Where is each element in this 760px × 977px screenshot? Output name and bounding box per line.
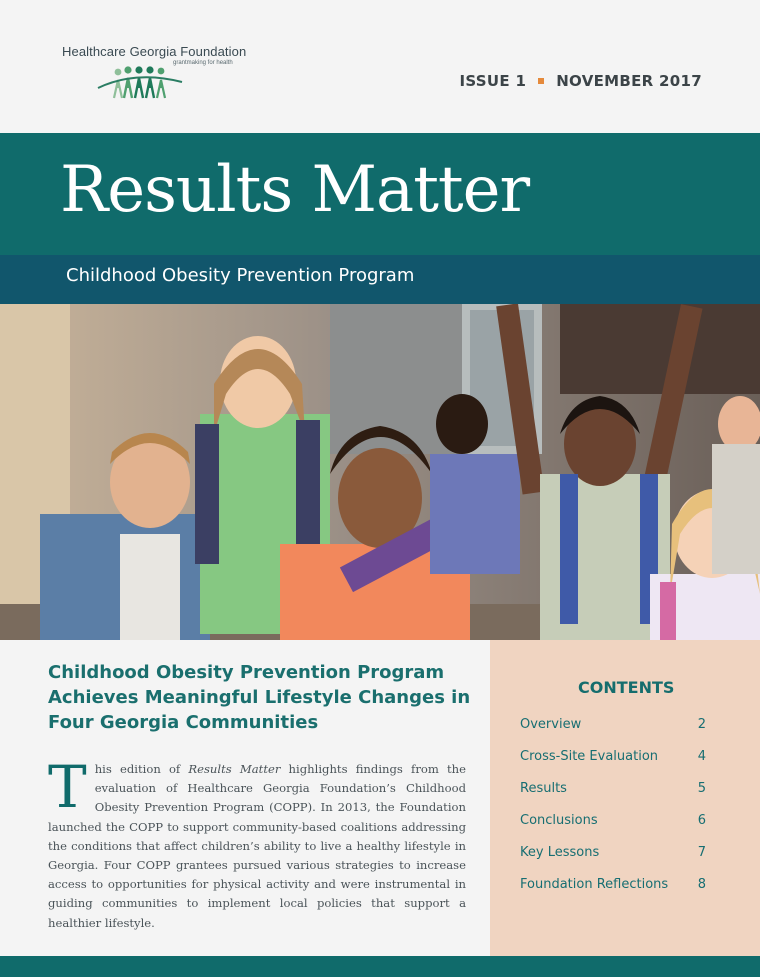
toc-page: 8 <box>697 877 706 892</box>
toc-label: Overview <box>520 717 582 732</box>
footer-band <box>0 956 760 977</box>
square-bullet-icon <box>538 78 544 84</box>
toc-label: Conclusions <box>520 813 598 828</box>
toc-item-conclusions[interactable] <box>520 813 706 845</box>
toc-item-foundation-reflections[interactable] <box>520 877 706 909</box>
toc-page: 5 <box>697 781 706 796</box>
toc-label: Foundation Reflections <box>520 877 669 892</box>
page-title: Results Matter <box>60 153 530 227</box>
publication-title: Results Matter <box>188 762 281 776</box>
toc-label: Cross-Site Evaluation <box>520 749 659 764</box>
article-headline: Childhood Obesity Prevention Program Achieves Meaningful Lifestyle Changes in Four Georgia Communities <box>48 662 471 733</box>
article-body <box>48 753 466 933</box>
issue-number: ISSUE 1 <box>459 72 527 90</box>
toc-page: 4 <box>697 749 706 764</box>
toc-page: 6 <box>697 813 706 828</box>
toc-item-key-lessons[interactable] <box>520 845 706 877</box>
toc-item-cross-site-evaluation[interactable] <box>520 749 706 781</box>
foundation-logo-icon <box>96 66 186 116</box>
article-body-lead: his edition of <box>94 762 189 776</box>
issue-date: NOVEMBER 2017 <box>556 72 702 90</box>
toc-item-overview[interactable] <box>520 717 706 749</box>
org-tagline: grantmaking for health <box>173 60 233 66</box>
page-header <box>0 0 760 133</box>
toc-page: 2 <box>697 717 706 732</box>
contents-heading: CONTENTS <box>578 678 675 697</box>
drop-cap: T <box>48 753 87 821</box>
toc-item-results[interactable] <box>520 781 706 813</box>
page-subtitle: Childhood Obesity Prevention Program <box>66 265 415 286</box>
children-photo-illustration <box>0 304 760 640</box>
cover-photo <box>0 304 760 640</box>
issue-info <box>460 72 703 90</box>
toc-label: Key Lessons <box>520 845 600 860</box>
toc-label: Results <box>520 781 567 796</box>
toc-page: 7 <box>697 845 706 860</box>
table-of-contents <box>520 717 706 909</box>
article-body-rest: highlights findings from the evaluation of Healthcare Georgia Foundation’s Childhood Obesity Prevention Program (COPP). In 2013, the Foundation launched the COPP to support community-based coalitions addressing the conditions that affect children’s ability to live a healthy lifestyle in Georgia. Four COPP grantees pursued various strategies to increase access to opportunities for physical activity and were instrumental in guiding communities to implement local policies that support a healthier lifestyle. <box>48 762 466 930</box>
org-name: Healthcare Georgia Foundation <box>62 44 247 59</box>
